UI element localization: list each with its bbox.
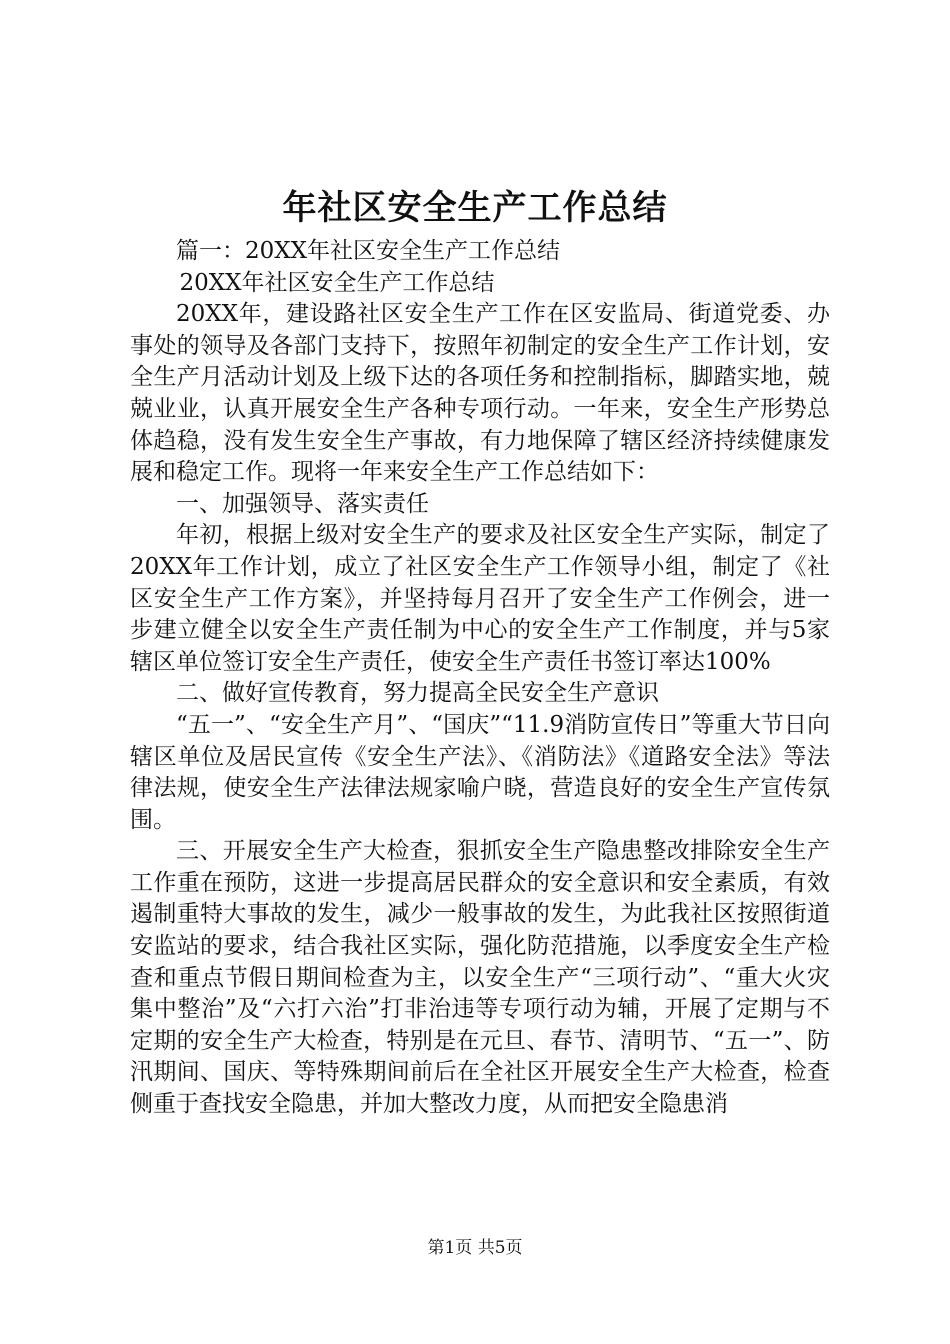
section-one-paragraph: 年初，根据上级对安全生产的要求及社区安全生产实际，制定了20XX年工作计划，成立了社区安全生产工作领导小组，制定了《社区安全生产工作方案》，并坚持每月召开了安全生产工作例会，进一步建立健全以安全生产责任制为中心的安全生产工作制度，并与5家辖区单位签订安全生产责任，使安全生产责任书签订率达100%	[130, 522, 830, 675]
section-heading-one: 一、加强领导、落实责任	[176, 490, 429, 517]
document-body	[130, 236, 830, 1121]
page-footer: 第1页 共5页	[427, 1238, 523, 1258]
section-two-paragraph: “五一”、“安全生产月”、“国庆”“11.9消防宣传日”等重大节日向辖区单位及居民宣传《安全生产法》、《消防法》《道路安全法》等法律法规，使安全生产法律法规家喻户晓，营造良好的安全生产宣传氛围。	[130, 711, 830, 833]
intro-paragraph: 20XX年，建设路社区安全生产工作在区安监局、街道党委、办事处的领导及各部门支持下，按照年初制定的安全生产工作计划，安全生产月活动计划及上级下达的各项任务和控制指标，脚踏实地，兢兢业业，认真开展安全生产各种专项行动。一年来，安全生产形势总体趋稳，没有发生安全生产事故，有力地保障了辖区经济持续健康发展和稳定工作。现将一年来安全生产工作总结如下：	[130, 301, 830, 486]
section-three-paragraph: 三、开展安全生产大检查，狠抓安全生产隐患整改排除安全生产工作重在预防，这进一步提高居民群众的安全意识和安全素质，有效遏制重特大事故的发生，减少一般事故的发生，为此我社区按照街道安监站的要求，结合我社区实际，强化防范措施，以季度安全生产检查和重点节假日期间检查为主，以安全生产“三项行动”、“重大火灾集中整治”及“六打六治”打非治违等专项行动为辅，开展了定期与不定期的安全生产大检查，特别是在元旦、春节、清明节、“五一”、防汛期间、国庆、等特殊期间前后在全社区开展安全生产大检查，检查侧重于查找安全隐患，并加大整改力度，从而把安全隐患消	[130, 838, 830, 1118]
section-heading-part-one: 篇一：20XX年社区安全生产工作总结	[176, 238, 561, 264]
section-heading-two: 二、做好宣传教育，努力提高全民安全生产意识	[176, 680, 659, 707]
document-title: 年社区安全生产工作总结	[282, 188, 668, 228]
subtitle: 20XX年社区安全生产工作总结	[179, 269, 495, 296]
